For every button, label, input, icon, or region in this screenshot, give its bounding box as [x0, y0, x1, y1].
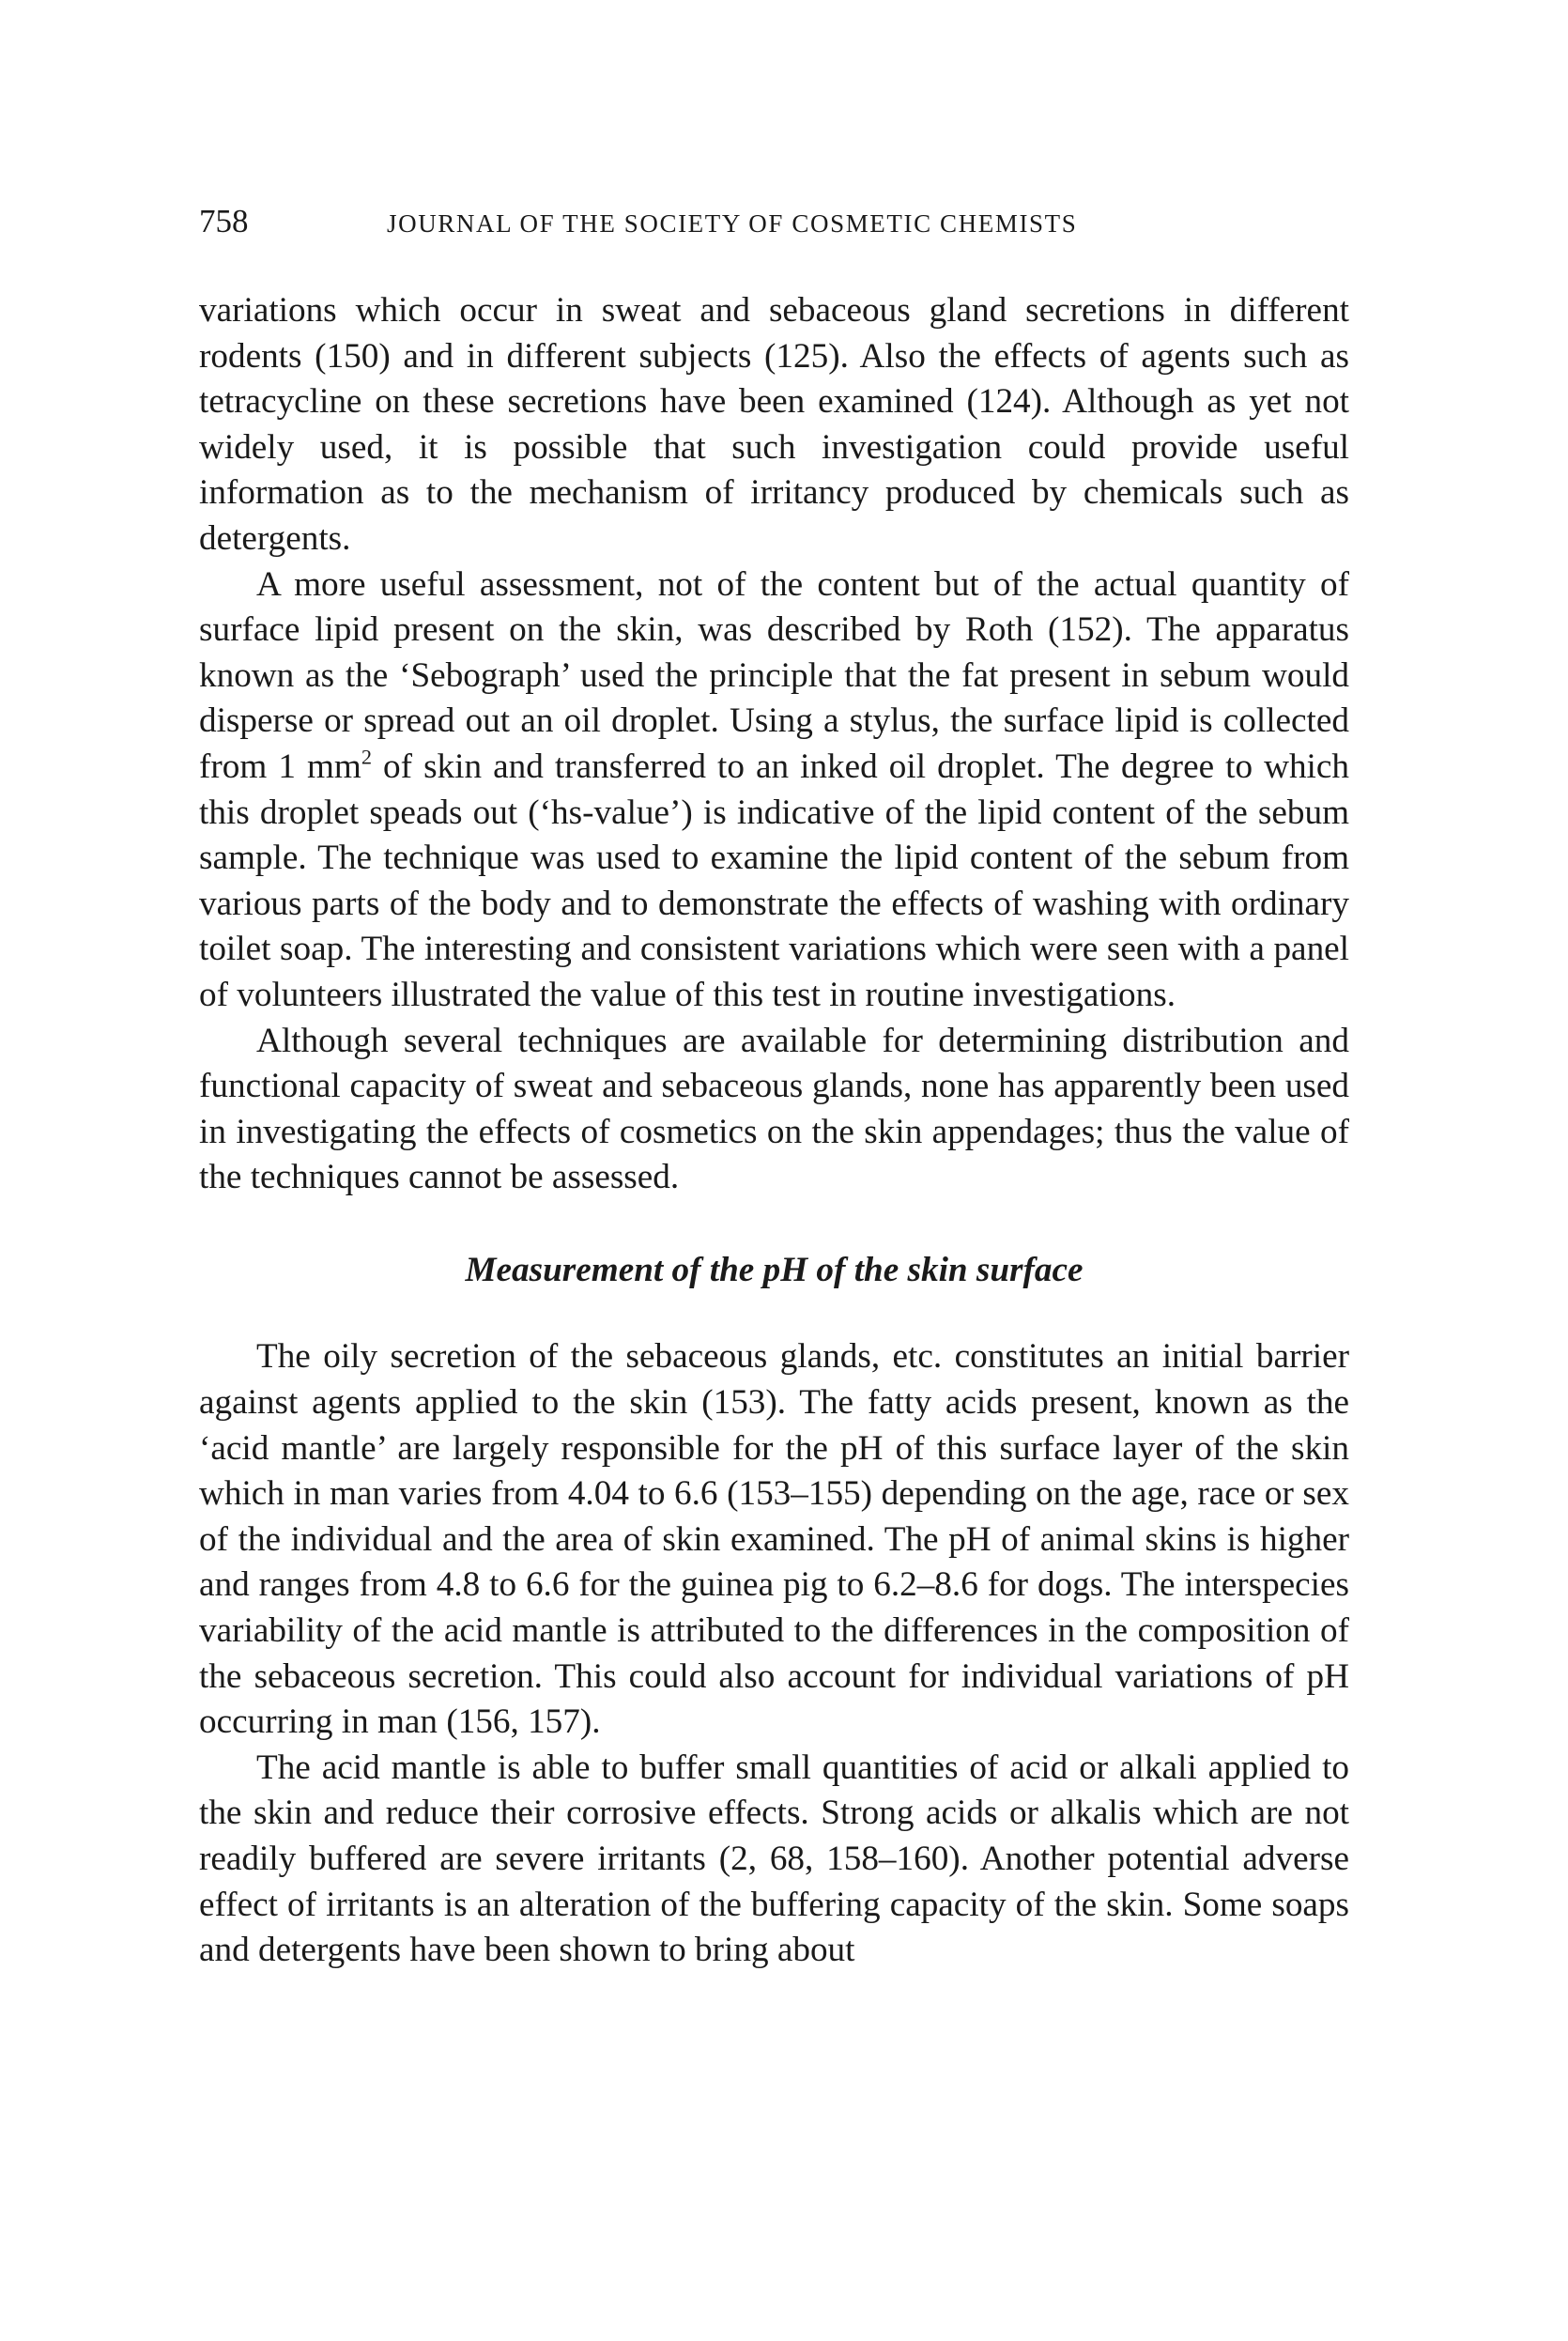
- running-head: [199, 199, 1349, 246]
- paragraph-gland-techniques: Although several techniques are available for determining distribution and functional capacity of sweat and sebaceous glands, none has apparently been used in investigating the effects of cosmetics on the skin appendages; thus the value of the techniques cannot be assessed.: [199, 1021, 1349, 1197]
- superscript-squared: 2: [361, 745, 372, 769]
- article-body: [199, 288, 1349, 1974]
- paragraph-acid-mantle: The oily secretion of the sebaceous glands, etc. constitutes an initial barrier against agents applied to the skin (153). The fatty acids present, known as the ‘acid mantle’ are largely responsible for the pH of this surface layer of the skin which in man varies from 4.04 to 6.6 (153–155) depending on the age, race or sex of the individual and the area of skin examined. The pH of animal skins is higher and ranges from 4.8 to 6.6 for the guinea pig to 6.2–8.6 for dogs. The interspecies variability of the acid mantle is attributed to the differences in the composition of the sebaceous secretion. This could also account for individual variations of pH occurring in man (156, 157).: [199, 1337, 1349, 1742]
- paragraph-sebograph: [199, 562, 1349, 1019]
- paragraph-text: A more useful assessment, not of the content but of the actual quantity of surface lipid present on the skin, was described by Roth (152). The apparatus known as the ‘Sebograph’ used the principle that the fat present in sebum would disperse or spread out an oil droplet. Using a stylus, the surface lipid is collected from 1 mm: [199, 564, 1349, 786]
- journal-title: JOURNAL OF THE SOCIETY OF COSMETIC CHEMISTS: [387, 209, 1078, 238]
- page-number: 758: [199, 203, 249, 239]
- section-heading: Measurement of the pH of the skin surface: [465, 1250, 1084, 1289]
- paragraph-sweat-gland-variations: variations which occur in sweat and sebaceous gland secretions in different rodents (150) and in different subjects (125). Also the effects of agents such as tetracycline on these secretions have been examined (124). Although as yet not widely used, it is possible that such investigation could provide useful information as to the mechanism of irritancy produced by chemicals such as detergents.: [199, 291, 1349, 558]
- paragraph-buffering: The acid mantle is able to buffer small quantities of acid or alkali applied to the skin and reduce their corrosive effects. Strong acids or alkalis which are not readily buffered are severe irritants (2, 68, 158–160). Another potential adverse effect of irritants is an alteration of the buffering capacity of the skin. Some soaps and detergents have been shown to bring about: [199, 1748, 1349, 1970]
- paragraph-text: of skin and transferred to an inked oil droplet. The degree to which this droplet speads out (‘hs-value’) is indicative of the lipid content of the sebum sample. The technique was used to examine the lipid content of the sebum from various parts of the body and to demonstrate the effects of washing with ordinary toilet soap. The interesting and consistent variations which were seen with a panel of volunteers illustrated the value of this test in routine investigations.: [199, 747, 1349, 1014]
